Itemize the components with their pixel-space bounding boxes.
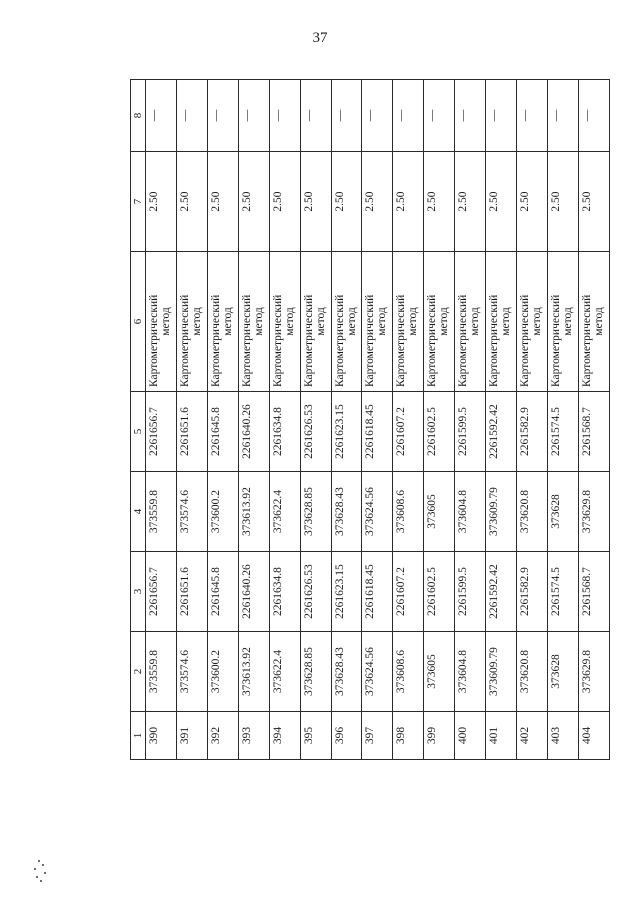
coordinate-y-cell: 2261574.5 (547, 392, 578, 472)
method-cell (207, 252, 238, 392)
coordinate-x-cell: 373622.4 (269, 472, 300, 552)
point-number-cell: 393 (238, 712, 269, 760)
point-number-cell: 392 (207, 712, 238, 760)
method-text: Картометрический (333, 294, 346, 387)
point-number-cell: 390 (146, 712, 177, 760)
coordinate-y-cell: 2261645.8 (207, 552, 238, 632)
method-text: Картометрический (519, 294, 532, 387)
coordinate-x-cell: 373624.56 (362, 472, 393, 552)
accuracy-cell: 2.50 (238, 152, 269, 252)
method-cell (300, 252, 331, 392)
coordinate-y-cell: 2261582.9 (517, 392, 548, 472)
method-cell (424, 252, 455, 392)
coordinate-y-cell: 2261592.42 (486, 552, 517, 632)
accuracy-cell: 2.50 (331, 152, 362, 252)
accuracy-cell: 2.50 (300, 152, 331, 252)
coordinate-y-cell: 2261618.45 (362, 392, 393, 472)
coordinate-y-cell: 2261626.53 (300, 552, 331, 632)
method-text: Картометрический (364, 294, 377, 387)
accuracy-cell: 2.50 (269, 152, 300, 252)
coordinate-y-cell: 2261592.42 (486, 392, 517, 472)
point-number-cell: 395 (300, 712, 331, 760)
table-row (269, 80, 300, 760)
method-cell (362, 252, 393, 392)
coordinate-y-cell: 2261651.6 (176, 392, 207, 472)
column-header: 5 (131, 392, 146, 472)
coordinate-x-cell: 373628.85 (300, 632, 331, 712)
accuracy-cell: 2.50 (486, 152, 517, 252)
note-cell: — (331, 80, 362, 152)
coordinate-x-cell: 373604.8 (455, 632, 486, 712)
method-cell (578, 252, 609, 392)
column-header: 7 (131, 152, 146, 252)
coordinate-x-cell: 373605 (424, 472, 455, 552)
coordinate-x-cell: 373600.2 (207, 632, 238, 712)
table-row (176, 80, 207, 760)
method-cell (517, 252, 548, 392)
point-number-cell: 404 (578, 712, 609, 760)
method-cell (146, 252, 177, 392)
coordinate-x-cell: 373609.79 (486, 632, 517, 712)
table-row (547, 80, 578, 760)
coordinate-x-cell: 373628.43 (331, 632, 362, 712)
table-body (146, 80, 610, 760)
coordinate-x-cell: 373600.2 (207, 472, 238, 552)
method-cell (486, 252, 517, 392)
page-number: 37 (312, 30, 328, 46)
accuracy-cell: 2.50 (517, 152, 548, 252)
coordinate-y-cell: 2261645.8 (207, 392, 238, 472)
note-cell: — (393, 80, 424, 152)
method-text: Картометрический (488, 294, 501, 387)
method-text: метод (190, 307, 203, 336)
column-header: 4 (131, 472, 146, 552)
coordinate-y-cell: 2261623.15 (331, 392, 362, 472)
table-row (517, 80, 548, 760)
coordinate-y-cell: 2261656.7 (146, 552, 177, 632)
table-row (207, 80, 238, 760)
note-cell: — (517, 80, 548, 152)
method-text: Картометрический (395, 294, 408, 387)
coordinate-y-cell: 2261623.15 (331, 552, 362, 632)
coordinate-x-cell: 373628 (547, 472, 578, 552)
coordinate-y-cell: 2261582.9 (517, 552, 548, 632)
point-number-cell: 400 (455, 712, 486, 760)
column-header: 3 (131, 552, 146, 632)
accuracy-cell: 2.50 (176, 152, 207, 252)
accuracy-cell: 2.50 (207, 152, 238, 252)
coordinate-y-cell: 2261607.2 (393, 552, 424, 632)
column-header: 8 (131, 80, 146, 152)
method-text: метод (500, 307, 513, 336)
accuracy-cell: 2.50 (578, 152, 609, 252)
method-text: метод (221, 307, 234, 336)
coordinate-x-cell: 373628.43 (331, 472, 362, 552)
method-text: метод (407, 307, 420, 336)
table-row (393, 80, 424, 760)
coordinate-y-cell: 2261599.5 (455, 392, 486, 472)
note-cell: — (362, 80, 393, 152)
method-text: Картометрический (240, 294, 253, 387)
coordinate-y-cell: 2261599.5 (455, 552, 486, 632)
note-cell: — (269, 80, 300, 152)
coordinate-x-cell: 373559.8 (146, 472, 177, 552)
point-number-cell: 403 (547, 712, 578, 760)
coordinate-y-cell: 2261626.53 (300, 392, 331, 472)
note-cell: — (146, 80, 177, 152)
column-header: 2 (131, 632, 146, 712)
table-row (486, 80, 517, 760)
coordinate-x-cell: 373574.6 (176, 632, 207, 712)
note-cell: — (455, 80, 486, 152)
coordinate-x-cell: 373605 (424, 632, 455, 712)
note-cell: — (547, 80, 578, 152)
method-text: метод (469, 307, 482, 336)
table-row (455, 80, 486, 760)
accuracy-cell: 2.50 (146, 152, 177, 252)
coordinate-x-cell: 373629.8 (578, 632, 609, 712)
accuracy-cell: 2.50 (455, 152, 486, 252)
method-text: метод (376, 307, 389, 336)
coordinate-x-cell: 373629.8 (578, 472, 609, 552)
coordinate-x-cell: 373608.6 (393, 472, 424, 552)
method-text: Картометрический (549, 294, 562, 387)
point-number-cell: 397 (362, 712, 393, 760)
accuracy-cell: 2.50 (362, 152, 393, 252)
coordinate-x-cell: 373620.8 (517, 632, 548, 712)
note-cell: — (424, 80, 455, 152)
coordinate-x-cell: 373620.8 (517, 472, 548, 552)
coordinates-table (130, 79, 610, 760)
scan-speck-marks (30, 858, 52, 884)
method-cell (455, 252, 486, 392)
accuracy-cell: 2.50 (393, 152, 424, 252)
point-number-cell: 402 (517, 712, 548, 760)
accuracy-cell: 2.50 (424, 152, 455, 252)
table-row (300, 80, 331, 760)
method-text: метод (345, 307, 358, 336)
method-text: Картометрический (178, 294, 191, 387)
coordinate-x-cell: 373574.6 (176, 472, 207, 552)
point-number-cell: 391 (176, 712, 207, 760)
method-text: метод (314, 307, 327, 336)
method-text: Картометрический (426, 294, 439, 387)
note-cell: — (238, 80, 269, 152)
coordinate-x-cell: 373628.85 (300, 472, 331, 552)
coordinate-x-cell: 373613.92 (238, 632, 269, 712)
table-row (578, 80, 609, 760)
method-text: Картометрический (209, 294, 222, 387)
coordinate-x-cell: 373624.56 (362, 632, 393, 712)
point-number-cell: 401 (486, 712, 517, 760)
coordinate-x-cell: 373559.8 (146, 632, 177, 712)
coordinate-x-cell: 373609.79 (486, 472, 517, 552)
coordinate-y-cell: 2261640.26 (238, 552, 269, 632)
method-text: метод (252, 307, 265, 336)
point-number-cell: 396 (331, 712, 362, 760)
column-header-row (131, 80, 146, 760)
coordinate-y-cell: 2261651.6 (176, 552, 207, 632)
coordinate-x-cell: 373628 (547, 632, 578, 712)
coordinate-y-cell: 2261640.26 (238, 392, 269, 472)
method-text: Картометрический (148, 294, 160, 387)
coordinate-y-cell: 2261607.2 (393, 392, 424, 472)
method-cell (331, 252, 362, 392)
table-row (331, 80, 362, 760)
method-cell (269, 252, 300, 392)
point-number-cell: 394 (269, 712, 300, 760)
coordinate-y-cell: 2261634.8 (269, 392, 300, 472)
coordinate-y-cell: 2261568.7 (578, 392, 609, 472)
method-text: метод (592, 307, 605, 336)
coordinate-x-cell: 373622.4 (269, 632, 300, 712)
table-row (146, 80, 177, 760)
point-number-cell: 399 (424, 712, 455, 760)
method-text: метод (438, 307, 451, 336)
coordinate-y-cell: 2261568.7 (578, 552, 609, 632)
table-row (238, 80, 269, 760)
accuracy-cell: 2.50 (547, 152, 578, 252)
method-text: Картометрический (271, 294, 284, 387)
coordinate-x-cell: 373613.92 (238, 472, 269, 552)
method-cell (238, 252, 269, 392)
method-text: метод (561, 307, 574, 336)
method-text: Картометрический (457, 294, 470, 387)
note-cell: — (300, 80, 331, 152)
method-cell (393, 252, 424, 392)
coordinate-x-cell: 373604.8 (455, 472, 486, 552)
column-header: 1 (131, 712, 146, 760)
method-text: метод (531, 307, 544, 336)
method-text: Картометрический (580, 294, 593, 387)
table-row (424, 80, 455, 760)
method-text: метод (283, 307, 296, 336)
coordinate-y-cell: 2261656.7 (146, 392, 177, 472)
coordinate-y-cell: 2261602.5 (424, 552, 455, 632)
note-cell: — (176, 80, 207, 152)
coordinates-table-rotated (130, 80, 610, 760)
method-text: метод (160, 307, 172, 336)
coordinate-y-cell: 2261618.45 (362, 552, 393, 632)
note-cell: — (486, 80, 517, 152)
coordinate-y-cell: 2261602.5 (424, 392, 455, 472)
method-cell (547, 252, 578, 392)
note-cell: — (578, 80, 609, 152)
coordinate-y-cell: 2261634.8 (269, 552, 300, 632)
point-number-cell: 398 (393, 712, 424, 760)
coordinate-x-cell: 373608.6 (393, 632, 424, 712)
table-row (362, 80, 393, 760)
note-cell: — (207, 80, 238, 152)
method-text: Картометрический (302, 294, 315, 387)
coordinate-y-cell: 2261574.5 (547, 552, 578, 632)
column-header: 6 (131, 252, 146, 392)
method-cell (176, 252, 207, 392)
